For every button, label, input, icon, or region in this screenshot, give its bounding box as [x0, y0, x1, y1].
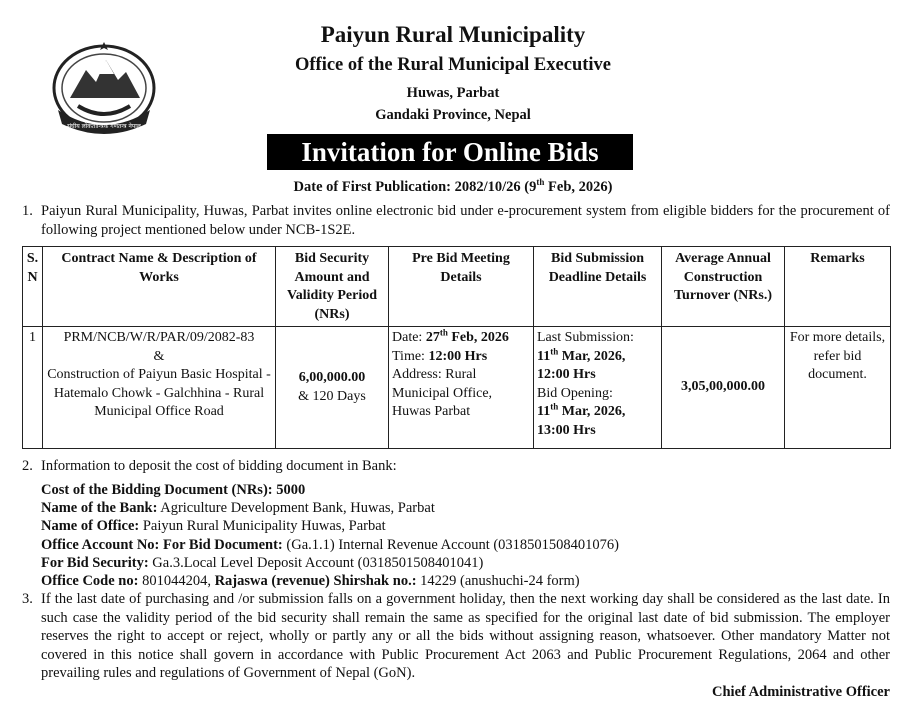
table-row	[23, 327, 891, 449]
col-security: Bid Security Amount and Validity Period (NRs)	[276, 247, 389, 327]
cell-remarks: For more details, refer bid document.	[785, 327, 891, 449]
province-line: Gandaki Province, Nepal	[375, 107, 531, 123]
table-header-row	[23, 247, 891, 327]
cell-deadline: Last Submission: 11th Mar, 2026, 12:00 Hrs Bid Opening: 11th Mar, 2026, 13:00 Hrs	[534, 327, 662, 449]
info-line: Name of the Bank: Agriculture Development Bank, Huwas, Parbat	[41, 500, 435, 517]
publication-date: Date of First Publication: 2082/10/26 (9th Feb, 2026)	[293, 177, 613, 195]
col-turnover: Average Annual Construction Turnover (NRs.)	[662, 247, 785, 327]
cell-security: 6,00,000.00 & 120 Days	[276, 327, 389, 449]
cell-contract: PRM/NCB/W/R/PAR/09/2082-83 & Construction of Paiyun Basic Hospital - Hatemalo Chowk - Galchhina - Rural Municipal Office Road	[43, 327, 276, 449]
notice-banner: Invitation for Online Bids	[267, 134, 633, 170]
cell-prebid: Date: 27th Feb, 2026 Time: 12:00 Hrs Address: Rural Municipal Office, Huwas Parbat	[389, 327, 534, 449]
municipality-title: Paiyun Rural Municipality	[320, 22, 586, 47]
info-line: Office Code no: 801044204, Rajaswa (revenue) Shirshak no.: 14229 (anushuchi-24 form)	[41, 573, 580, 590]
cell-turnover: 3,05,00,000.00	[662, 327, 785, 449]
clause-1: 1. Paiyun Rural Municipality, Huwas, Parbat invites online electronic bid under e-procurement system from eligible bidders for the procurement of following project mentioned below under NCB-1S2E.	[22, 203, 890, 238]
info-line: For Bid Security: Ga.3.Local Level Deposit Account (0318501508401041)	[41, 554, 484, 571]
info-line: Office Account No: For Bid Document: (Ga.1.1) Internal Revenue Account (0318501508401076)	[41, 536, 619, 553]
bank-info	[41, 481, 619, 590]
bid-table	[22, 246, 891, 449]
info-line: Cost of the Bidding Document (NRs): 5000	[41, 482, 306, 498]
col-contract: Contract Name & Description of Works	[43, 247, 276, 327]
col-remarks: Remarks	[785, 247, 891, 327]
svg-text:संघीय लोकतान्त्रिक गणतन्त्र ने: संघीय लोकतान्त्रिक गणतन्त्र नेपाल	[67, 123, 141, 130]
col-prebid: Pre Bid Meeting Details	[389, 247, 534, 327]
cell-sn: 1	[23, 327, 43, 449]
office-title: Office of the Rural Municipal Executive	[295, 55, 611, 75]
signatory: Chief Administrative Officer	[712, 684, 890, 700]
clause-2: 2. Information to deposit the cost of bidding document in Bank:	[22, 458, 397, 474]
location-line: Huwas, Parbat	[406, 85, 500, 101]
col-deadline: Bid Submission Deadline Details	[534, 247, 662, 327]
col-sn: S. N	[23, 247, 43, 327]
info-line: Name of Office: Paiyun Rural Municipality Huwas, Parbat	[41, 518, 386, 535]
clause-3: 3. If the last date of purchasing and /or submission falls on a government holiday, then the next working day shall be considered as the last date. In such case the validity period of the bid security shall remain the same as specified for the original last date of bid submission. The employer reserves the right to accept or reject, wholly or partly any or all the bids without assigning reason, whatsoever. Other mandatory Matter not covered in this notice shall govern in accordance with Public Procurement Act 2063 and Public Procurement Regulations, 2064 and other prevailing rules and regulations of Government of Nepal (GoN).	[22, 591, 890, 681]
